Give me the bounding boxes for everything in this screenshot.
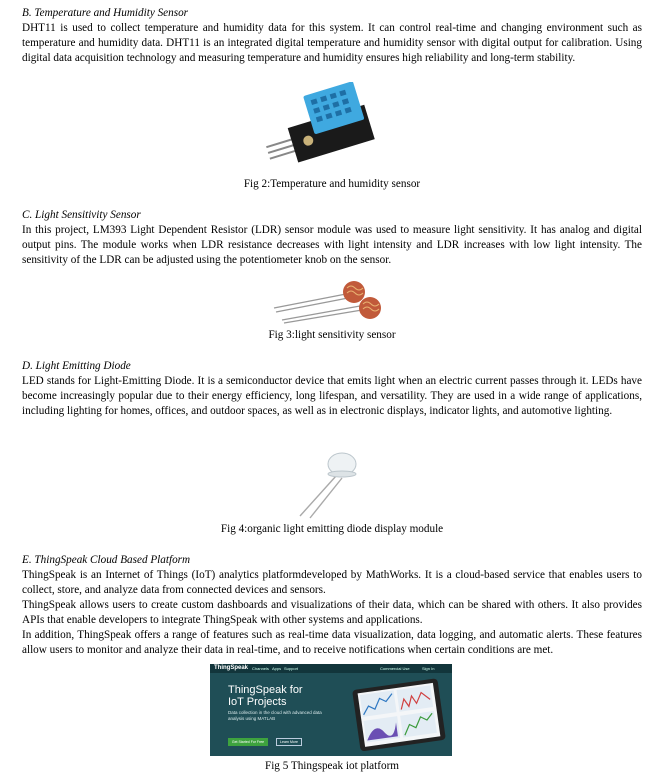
section-b <box>22 6 642 66</box>
thingspeak-screenshot <box>210 664 452 756</box>
tablet-illustration <box>348 678 448 752</box>
thingspeak-subtext: Data collection in the cloud with advanced data analysis using MATLAB <box>228 710 322 721</box>
section-heading: B. Temperature and Humidity Sensor <box>22 7 189 19</box>
nav-item: Sign In <box>422 666 435 671</box>
nav-item: Support <box>284 666 299 671</box>
section-paragraph: ThingSpeak is an Internet of Things (IoT) analytics platformdeveloped by MathWorks. It is a cloud-based service that enables users to collect, store, and analyze data from connected devices and sensors. <box>22 569 642 596</box>
figure-caption: Fig 5 Thingspeak iot platform <box>264 760 400 772</box>
dht11-sensor-image <box>250 82 380 168</box>
nav-item: Apps <box>272 666 282 671</box>
figure-caption: Fig 2:Temperature and humidity sensor <box>243 178 421 190</box>
section-heading: E. ThingSpeak Cloud Based Platform <box>22 554 191 566</box>
section-paragraph: DHT11 is used to collect temperature and humidity data for this system. It can control real-time and changing environment such as temperature and humidity data. DHT11 is an integrated digital temperature and humidity sensor with digital output for calibration. Using digital data acquisition technology and measuring temperature and humidity ensures high reliability and long-term stability. <box>22 22 642 64</box>
section-d <box>22 359 642 419</box>
section-paragraph: In addition, ThingSpeak offers a range of features such as real-time data visualization, data logging, and automatic alerts. These features allow users to monitor and analyze their data in real-time, and to receive notifications when certain conditions are met. <box>22 629 642 656</box>
section-paragraph: LED stands for Light-Emitting Diode. It is a semiconductor device that emits light when an electric current passes through it. LEDs have become increasingly popular due to their energy efficiency, long lifespan, and versatility. They are used in a wide range of applications, including lighting for homes, offices, and outdoor spaces, as well as in electronic displays, indicator lights, and automotive lighting. <box>22 375 642 417</box>
section-c <box>22 208 642 268</box>
thingspeak-headline: ThingSpeak for IoT Projects <box>228 684 303 708</box>
figure-caption: Fig 4:organic light emitting diode display module <box>220 523 444 535</box>
section-paragraph: In this project, LM393 Light Dependent Resistor (LDR) sensor module was used to measure light sensitivity. It has analog and digital output pins. The module works when LDR resistance decreases with light intensity and LDR increases with low light intensity. The sensitivity of the LDR can be adjusted using the potentiometer knob on the sensor. <box>22 224 642 266</box>
learn-more-button: Learn More <box>276 738 302 746</box>
section-paragraph: ThingSpeak allows users to create custom dashboards and visualizations of their data, which can be shared with others. It also provides APIs that enable developers to integrate ThingSpeak with other systems and applications. <box>22 599 642 626</box>
led-image <box>292 446 372 520</box>
thingspeak-logo: ThingSpeak <box>214 665 249 671</box>
figure-caption: Fig 3:light sensitivity sensor <box>268 329 396 341</box>
get-started-button: Get Started For Free <box>228 738 268 746</box>
section-heading: D. Light Emitting Diode <box>22 360 131 372</box>
nav-item: Channels <box>252 666 269 671</box>
thingspeak-navbar <box>210 664 452 673</box>
section-heading: C. Light Sensitivity Sensor <box>22 209 141 221</box>
section-e <box>22 553 642 658</box>
nav-item: Commercial Use <box>380 666 410 671</box>
ldr-sensor-image <box>272 278 392 324</box>
